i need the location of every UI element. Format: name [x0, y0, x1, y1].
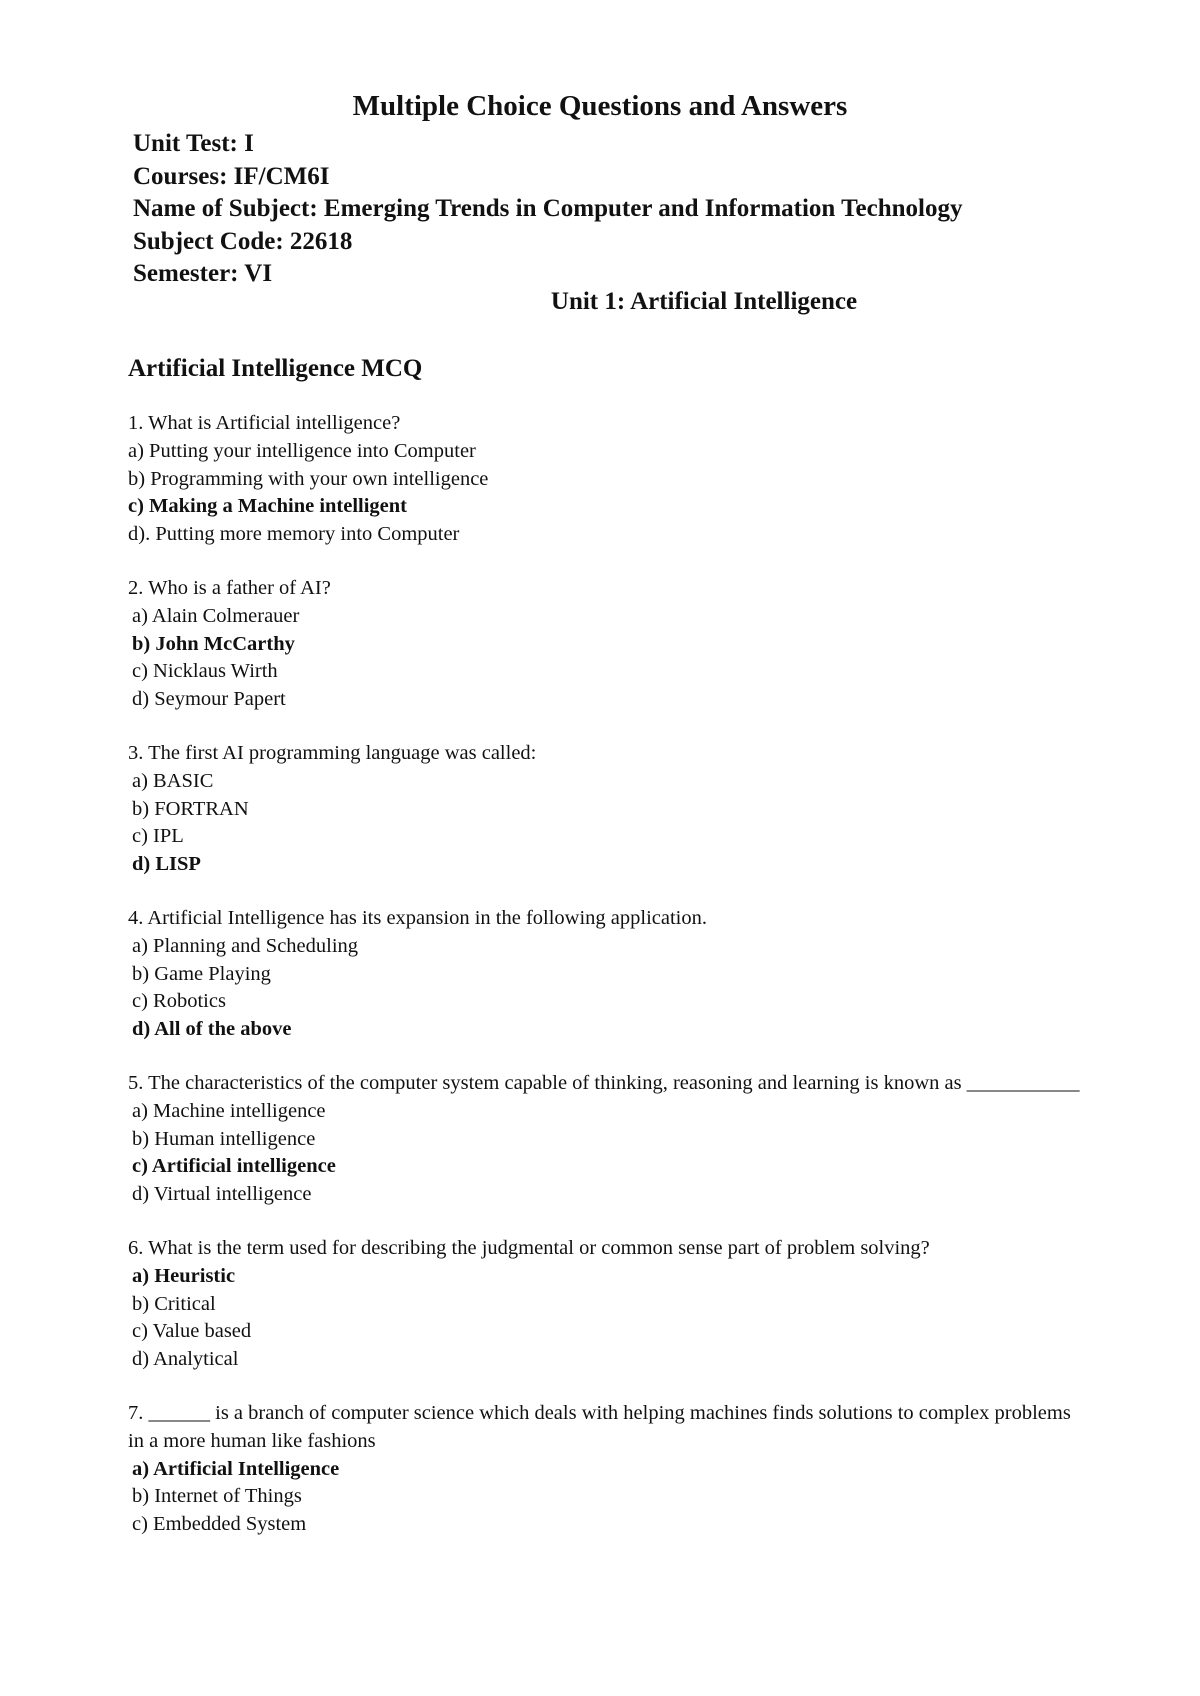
option-list	[128, 438, 1088, 549]
option-list	[128, 1098, 1088, 1209]
answer-option: b) FORTRAN	[132, 797, 249, 820]
option-list	[128, 603, 1088, 714]
answer-option: c) Nicklaus Wirth	[132, 660, 278, 683]
answer-option: b) Game Playing	[132, 962, 271, 985]
question-text: 2. Who is a father of AI?	[128, 576, 331, 599]
question-text: 7. ______ is a branch of computer science which deals with helping machines finds solutions to complex problems in a more human like fashions	[128, 1401, 1071, 1452]
answer-option: d) Virtual intelligence	[132, 1183, 312, 1206]
answer-option: c) Value based	[132, 1320, 252, 1343]
correct-answer-option: c) Making a Machine intelligent	[128, 495, 408, 518]
answer-option: b) Internet of Things	[132, 1485, 302, 1508]
correct-answer-option: d) LISP	[132, 853, 201, 876]
course-info	[133, 128, 962, 291]
question-block	[128, 1070, 1088, 1209]
answer-option: c) Embedded System	[132, 1513, 307, 1536]
answer-option: b) Human intelligence	[132, 1127, 316, 1150]
option-list	[128, 1456, 1088, 1539]
question-block	[128, 410, 1088, 549]
answer-option: a) Machine intelligence	[132, 1099, 326, 1122]
answer-option: c) Robotics	[132, 990, 226, 1013]
question-text: 6. What is the term used for describing the judgmental or common sense part of problem solving?	[128, 1236, 930, 1259]
correct-answer-option: a) Heuristic	[132, 1264, 236, 1287]
subject-code-line: Subject Code: 22618	[133, 227, 353, 255]
answer-option: b) Critical	[132, 1292, 216, 1315]
question-text: 3. The first AI programming language was called:	[128, 741, 537, 764]
correct-answer-option: c) Artificial intelligence	[132, 1155, 336, 1178]
question-text: 1. What is Artificial intelligence?	[128, 412, 401, 434]
question-list	[128, 410, 1088, 1565]
semester-line: Semester: VI	[133, 260, 273, 287]
answer-option: c) IPL	[132, 825, 184, 848]
option-list	[128, 1263, 1088, 1374]
question-block	[128, 1400, 1088, 1539]
question-block	[128, 1235, 1088, 1374]
answer-option: d). Putting more memory into Computer	[128, 523, 460, 546]
answer-option: a) Putting your intelligence into Computer	[128, 439, 476, 462]
question-text: 5. The characteristics of the computer system capable of thinking, reasoning and learning is known as ___________	[128, 1071, 1080, 1094]
question-block	[128, 905, 1088, 1044]
answer-option: b) Programming with your own intelligence	[128, 467, 489, 490]
answer-option: a) BASIC	[132, 769, 214, 792]
subject-name-line: Name of Subject: Emerging Trends in Computer and Information Technology	[133, 195, 963, 222]
unit-test-line: Unit Test: I	[133, 130, 254, 157]
question-text: 4. Artificial Intelligence has its expansion in the following application.	[128, 906, 707, 929]
courses-line: Courses: IF/CM6I	[133, 162, 330, 190]
correct-answer-option: d) All of the above	[132, 1018, 292, 1041]
option-list	[128, 933, 1088, 1044]
document-title: Multiple Choice Questions and Answers	[352, 90, 848, 122]
question-block	[128, 740, 1088, 879]
answer-option: a) Planning and Scheduling	[132, 934, 359, 957]
answer-option: d) Analytical	[132, 1348, 239, 1371]
correct-answer-option: a) Artificial Intelligence	[132, 1457, 340, 1480]
option-list	[128, 768, 1088, 879]
unit-heading: Unit 1: Artificial Intelligence	[550, 288, 858, 315]
answer-option: d) Seymour Papert	[132, 688, 286, 711]
correct-answer-option: b) John McCarthy	[132, 632, 295, 655]
answer-option: a) Alain Colmerauer	[132, 604, 300, 627]
section-heading: Artificial Intelligence MCQ	[128, 355, 423, 382]
question-block	[128, 575, 1088, 714]
